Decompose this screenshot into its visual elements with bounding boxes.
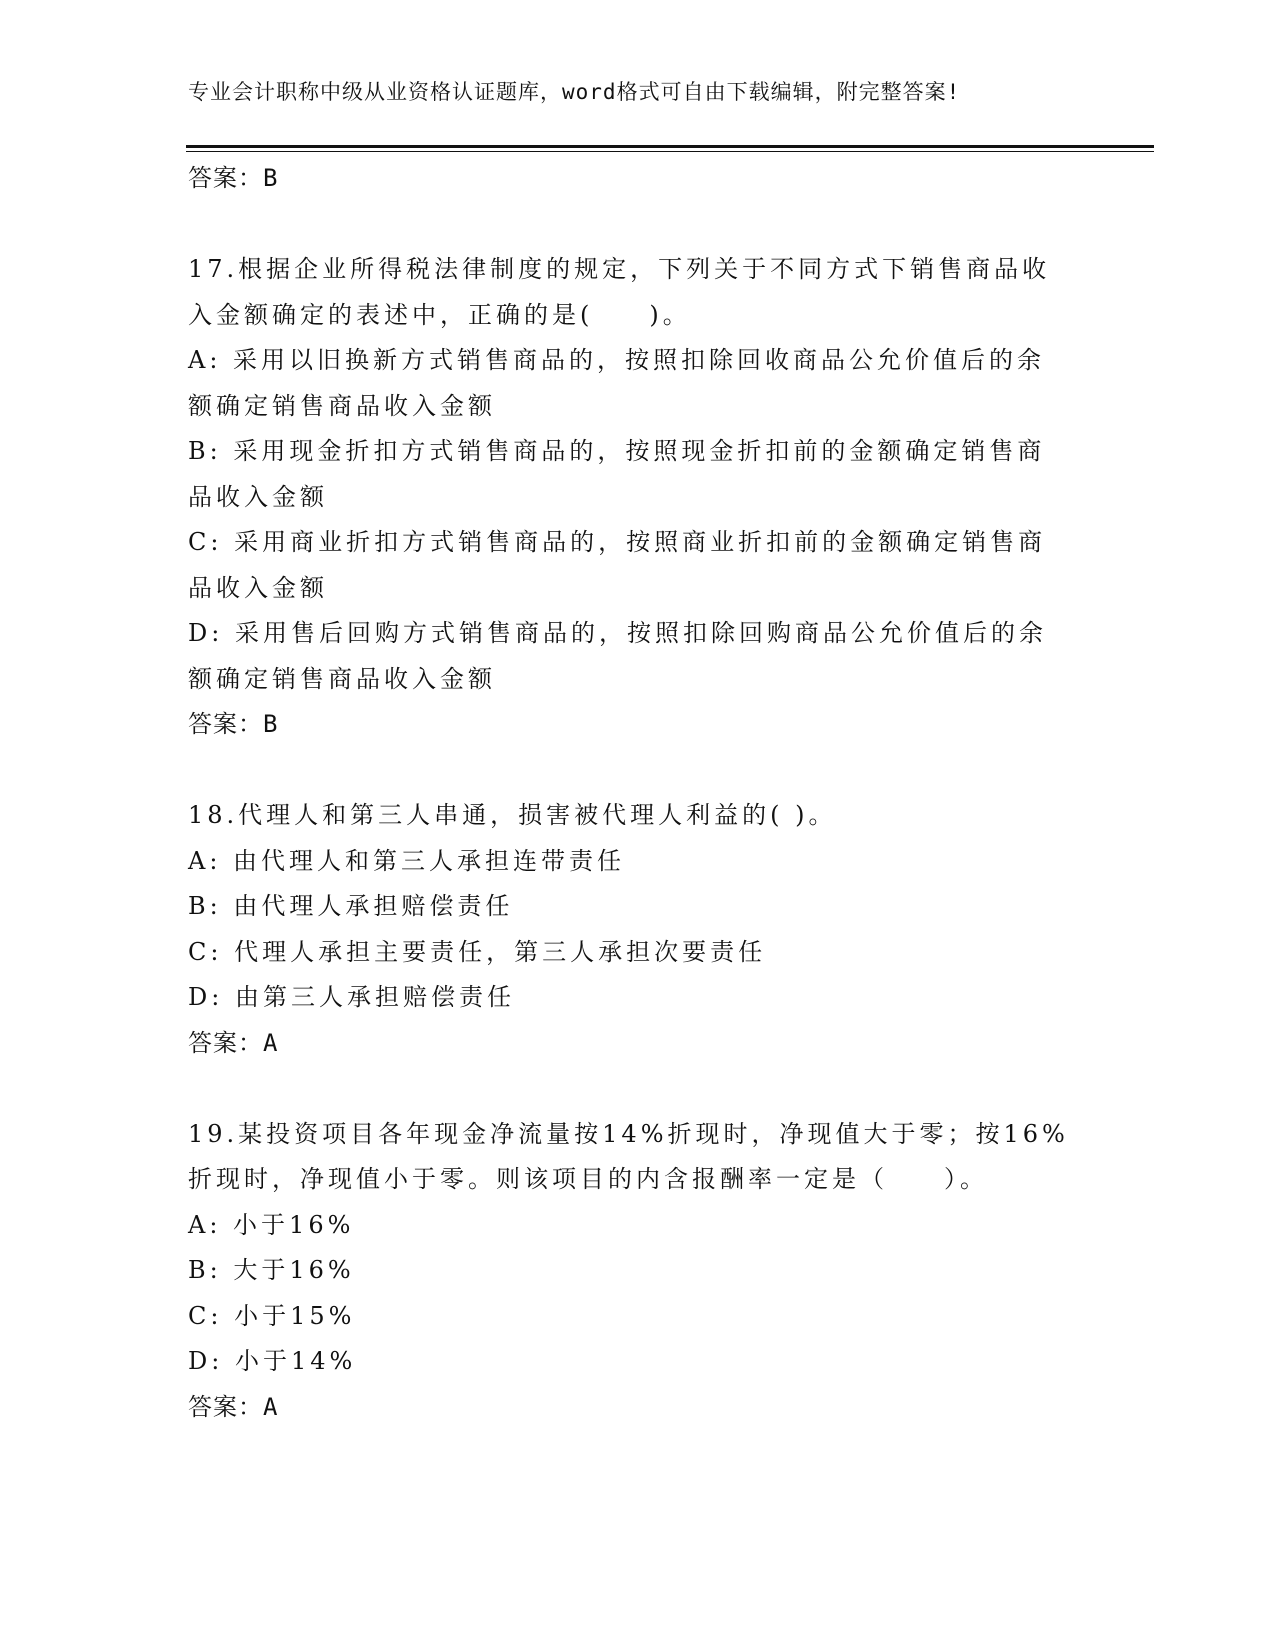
question-stem-line: 入金额确定的表述中，正确的是( )。 [188, 300, 691, 329]
spacer [188, 202, 1088, 248]
previous-answer: 答案：B [188, 164, 279, 192]
answer: 答案：A [188, 1392, 279, 1421]
option-a: A: 小于16% [188, 1210, 355, 1239]
page-header: 专业会计职称中级从业资格认证题库，word格式可自由下载编辑，附完整答案! [188, 80, 961, 104]
option-b-continued: 品收入金额 [188, 482, 328, 511]
option-a: A: 采用以旧换新方式销售商品的，按照扣除回收商品公允价值后的余 [188, 346, 1046, 374]
option-c: C: 小于15% [188, 1301, 356, 1330]
question-stem-line: 17.根据企业所得税法律制度的规定，下列关于不同方式下销售商品收 [188, 255, 1051, 283]
question-19 [188, 1112, 1088, 1431]
header-rule-thin [186, 151, 1154, 152]
option-d-continued: 额确定销售商品收入金额 [188, 664, 496, 693]
spacer [188, 1066, 1088, 1112]
question-17 [188, 247, 1088, 748]
question-18 [188, 793, 1088, 1066]
option-a-continued: 额确定销售商品收入金额 [188, 391, 496, 420]
option-b: B: 大于16% [188, 1256, 355, 1284]
question-stem-line: 折现时，净现值小于零。则该项目的内含报酬率一定是（ ）。 [188, 1165, 988, 1193]
option-c-continued: 品收入金额 [188, 573, 328, 602]
option-c: C: 采用商业折扣方式销售商品的，按照商业折扣前的金额确定销售商 [188, 528, 1047, 556]
option-b: B: 由代理人承担赔偿责任 [188, 892, 514, 920]
option-d: D: 由第三人承担赔偿责任 [188, 983, 515, 1011]
option-a: A: 由代理人和第三人承担连带责任 [188, 846, 626, 875]
question-stem-line: 18.代理人和第三人串通，损害被代理人利益的( )。 [188, 801, 837, 829]
option-d: D: 小于14% [188, 1347, 357, 1375]
question-stem-line: 19.某投资项目各年现金净流量按14%折现时，净现值大于零；按16% [188, 1119, 1069, 1148]
option-c: C: 代理人承担主要责任，第三人承担次要责任 [188, 937, 767, 966]
document-body [188, 156, 1088, 1430]
header-rule-thick [186, 145, 1154, 148]
option-d: D: 采用售后回购方式销售商品的，按照扣除回购商品公允价值后的余 [188, 619, 1047, 647]
option-b: B: 采用现金折扣方式销售商品的，按照现金折扣前的金额确定销售商 [188, 437, 1046, 465]
answer: 答案：A [188, 1028, 279, 1057]
answer: 答案：B [188, 710, 279, 738]
spacer [188, 748, 1088, 794]
